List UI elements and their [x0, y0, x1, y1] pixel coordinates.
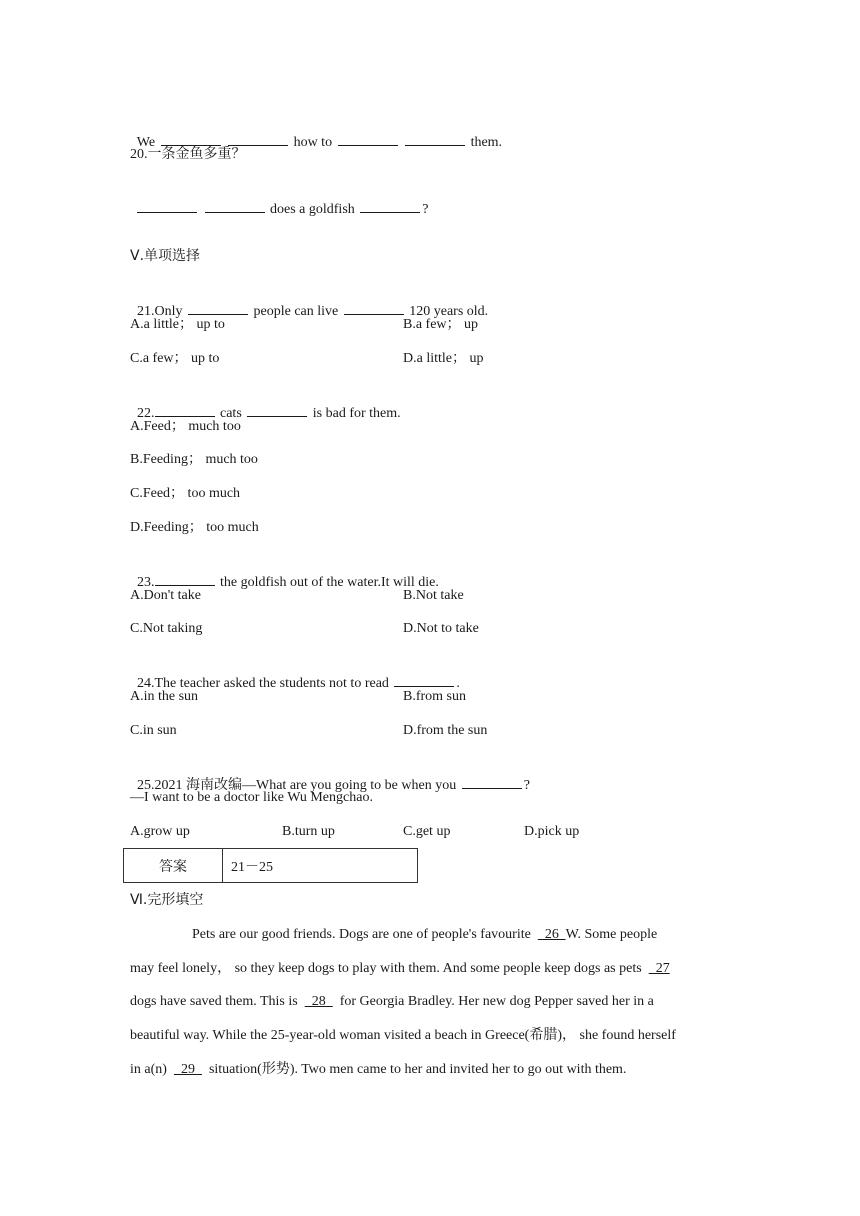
- stem-part: 22.: [137, 406, 155, 421]
- q24-option-d[interactable]: D.from the sun: [403, 723, 488, 738]
- blank[interactable]: [360, 198, 420, 213]
- blank[interactable]: [161, 131, 221, 146]
- q23-option-a[interactable]: A.Don't take: [130, 588, 201, 603]
- stem-part: ?: [523, 778, 530, 793]
- stem-part: 120 years old.: [409, 304, 489, 319]
- q23-option-b[interactable]: B.Not take: [403, 588, 464, 603]
- answer-table: [123, 848, 418, 883]
- q23-option-c[interactable]: C.Not taking: [130, 621, 203, 636]
- passage-text: Pets are our good friends. Dogs are one of people's favourite: [192, 927, 531, 942]
- blank[interactable]: [462, 774, 522, 789]
- passage-text: may feel lonely， so they keep dogs to play with them. And some people keep dogs as pets: [130, 961, 642, 976]
- q25-reply: —I want to be a doctor like Wu Mengchao.: [130, 790, 373, 805]
- passage-text: situation(形势). Two men came to her and invited her to go out with them.: [208, 1062, 627, 1077]
- section-heading-5: Ⅴ.单项选择: [130, 248, 201, 264]
- q22-option-c[interactable]: C.Feed； too much: [130, 486, 241, 501]
- q22-option-b[interactable]: B.Feeding； much too: [130, 452, 258, 467]
- passage-line-4: beautiful way. While the 25-year-old woman visited a beach in Greece(希腊)， she found herself: [130, 1028, 676, 1043]
- q25-option-a[interactable]: A.grow up: [130, 824, 190, 839]
- q24-option-c[interactable]: C.in sun: [130, 723, 177, 738]
- q20-qmark: ?: [422, 202, 429, 217]
- word-how-to: how to: [293, 135, 333, 150]
- q24-option-a[interactable]: A.in the sun: [130, 689, 199, 704]
- blank[interactable]: [247, 402, 307, 417]
- q20-does: does a goldfish: [270, 202, 355, 217]
- passage-text: W. Some people: [565, 927, 658, 942]
- blank[interactable]: [338, 131, 398, 146]
- q22-option-a[interactable]: A.Feed； much too: [130, 419, 241, 434]
- q23-option-d[interactable]: D.Not to take: [403, 621, 479, 636]
- q25-option-b[interactable]: B.turn up: [282, 824, 335, 839]
- blank[interactable]: [344, 300, 404, 315]
- passage-text: dogs have saved them. This is: [130, 994, 298, 1009]
- blank-29[interactable]: 29: [173, 1062, 202, 1077]
- q21-option-a[interactable]: A.a little； up to: [130, 317, 225, 332]
- stem-part: 23.: [137, 575, 155, 590]
- blank-27[interactable]: 27: [648, 961, 670, 976]
- stem-part: the goldfish out of the water.It will die.: [220, 575, 439, 590]
- stem-part: 24.The teacher asked the students not to read: [137, 676, 389, 691]
- blank[interactable]: [155, 402, 215, 417]
- q25-option-d[interactable]: D.pick up: [524, 824, 580, 839]
- passage-text: for Georgia Bradley. Her new dog Pepper saved her in a: [339, 994, 654, 1009]
- q20-prompt: 20.一条金鱼多重？: [130, 147, 246, 162]
- q22-option-d[interactable]: D.Feeding； too much: [130, 520, 259, 535]
- passage-line-2: [130, 960, 670, 978]
- passage-line-1: [192, 926, 657, 944]
- q20-line: [130, 180, 428, 219]
- answer-label: 答案: [124, 849, 223, 883]
- stem-part: cats: [220, 406, 242, 421]
- section-heading-6: Ⅵ.完形填空: [130, 892, 204, 908]
- blank-26[interactable]: 26: [537, 927, 566, 942]
- blank[interactable]: [394, 672, 454, 687]
- stem-part: people can live: [253, 304, 339, 319]
- blank[interactable]: [405, 131, 465, 146]
- q21-option-d[interactable]: D.a little； up: [403, 351, 484, 366]
- blank[interactable]: [137, 198, 197, 213]
- passage-line-5: [130, 1061, 626, 1079]
- blank[interactable]: [205, 198, 265, 213]
- blank[interactable]: [188, 300, 248, 315]
- stem-part: .: [456, 676, 460, 691]
- q21-option-b[interactable]: B.a few； up: [403, 317, 479, 332]
- blank[interactable]: [155, 571, 215, 586]
- answer-range[interactable]: 21－25: [223, 849, 418, 883]
- passage-line-3: [130, 993, 654, 1011]
- stem-part: 25.2021 海南改编—What are you going to be when you: [137, 778, 457, 793]
- passage-text: in a(n): [130, 1062, 167, 1077]
- blank-28[interactable]: 28: [304, 994, 333, 1009]
- blank[interactable]: [228, 131, 288, 146]
- q24-option-b[interactable]: B.from sun: [403, 689, 466, 704]
- q25-option-c[interactable]: C.get up: [403, 824, 451, 839]
- stem-part: 21.Only: [137, 304, 183, 319]
- q21-option-c[interactable]: C.a few； up to: [130, 351, 220, 366]
- word-we: We: [136, 135, 156, 150]
- word-them: them.: [470, 135, 503, 150]
- stem-part: is bad for them.: [312, 406, 401, 421]
